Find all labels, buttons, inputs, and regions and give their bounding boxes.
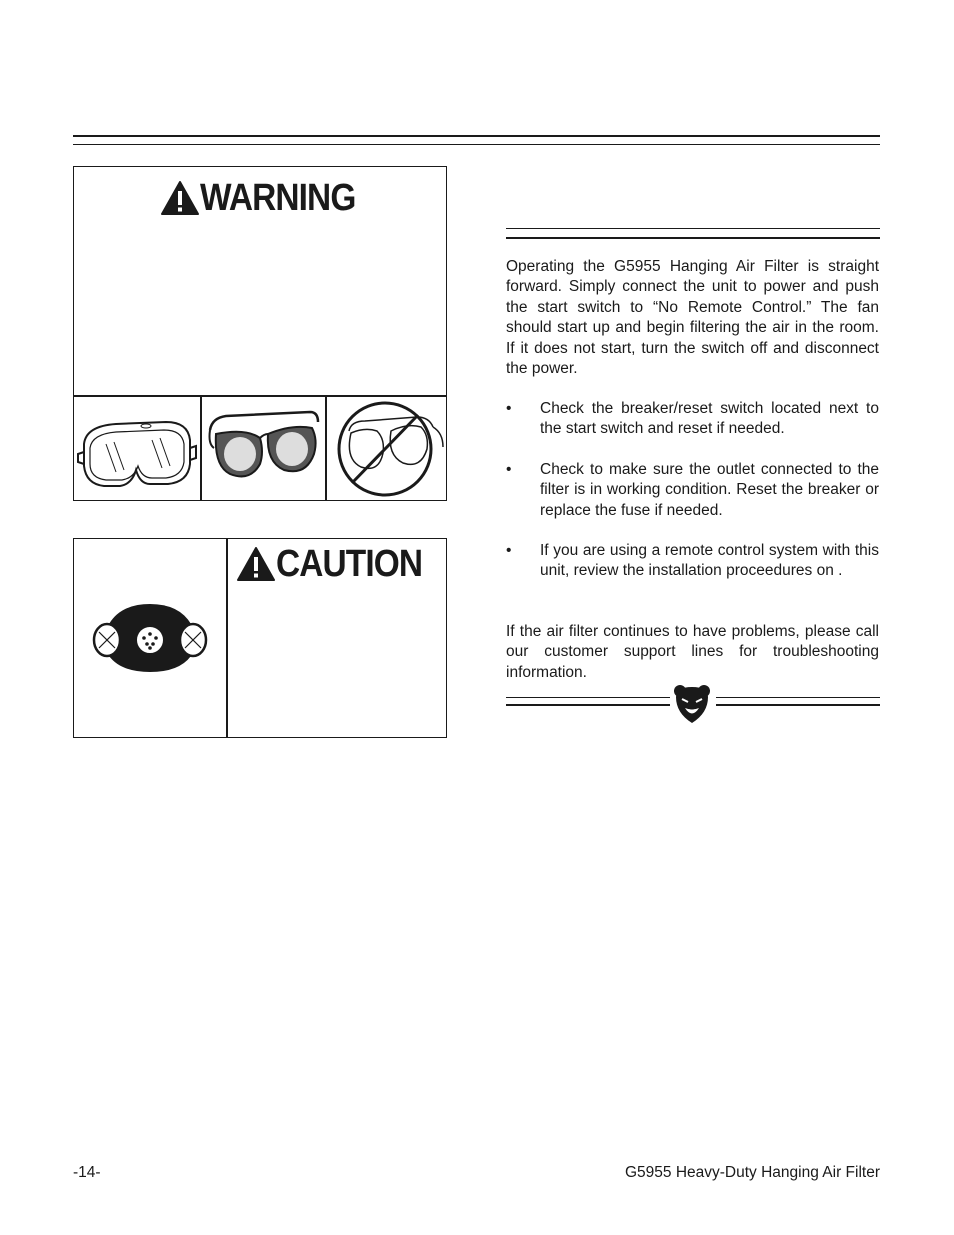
bullet-text-2: Check to make sure the outlet connected to the filter is in working condition. Reset the breaker or replace the fuse if needed. — [540, 461, 879, 519]
goggles-cell — [74, 396, 200, 501]
top-rule-lower — [73, 144, 880, 145]
bullet-text-3: If you are using a remote control system with this unit, review the installation proceedures on . — [540, 542, 879, 580]
bullet-dot: • — [506, 461, 512, 478]
operation-intro: Operating the G5955 Hanging Air Filter is straight forward. Simply connect the unit to power and push the start switch to “No Remote Control.” The fan should start up and begin filtering the air in the room. If it does not start, turn the switch off and disconnect the power. — [506, 258, 879, 378]
end-rule-right-lower — [716, 704, 880, 706]
caution-signal-word: CAUTION — [276, 543, 423, 585]
caution-box — [73, 538, 447, 738]
safety-glasses-cell — [202, 396, 325, 501]
no-eyeglasses-cell — [327, 396, 446, 501]
no-eyeglasses-icon — [329, 399, 445, 499]
bullet-dot: • — [506, 542, 512, 559]
operation-closing: If the air filter continues to have problems, please call our customer support lines for troubleshooting information. — [506, 623, 879, 681]
bear-logo-icon — [672, 683, 712, 725]
bullet-item-3 — [506, 541, 879, 582]
bullet-item-1 — [506, 399, 879, 440]
warning-signal-word: WARNING — [200, 177, 356, 219]
top-rule-upper — [73, 135, 880, 137]
caution-triangle-icon — [236, 546, 276, 582]
section-rule-upper — [506, 228, 880, 229]
safety-glasses-icon — [206, 404, 322, 494]
safety-goggles-icon — [76, 404, 198, 494]
bullet-item-2 — [506, 460, 879, 521]
bullet-text-1: Check the breaker/reset switch located next to the start switch and reset if needed. — [540, 400, 879, 438]
bullet-dot: • — [506, 400, 512, 417]
footer-product-title: G5955 Heavy-Duty Hanging Air Filter — [624, 1164, 880, 1181]
respirator-cell — [74, 539, 226, 737]
respirator-icon — [87, 598, 213, 678]
warning-box — [73, 166, 447, 501]
caution-divider — [226, 539, 228, 737]
page-number: -14- — [73, 1164, 101, 1181]
end-rule-left-upper — [506, 697, 670, 698]
warning-triangle-icon — [160, 180, 200, 216]
warning-header — [160, 177, 377, 219]
end-rule-right-upper — [716, 697, 880, 698]
section-rule-lower — [506, 237, 880, 239]
caution-header — [236, 543, 442, 585]
end-rule-left-lower — [506, 704, 670, 706]
